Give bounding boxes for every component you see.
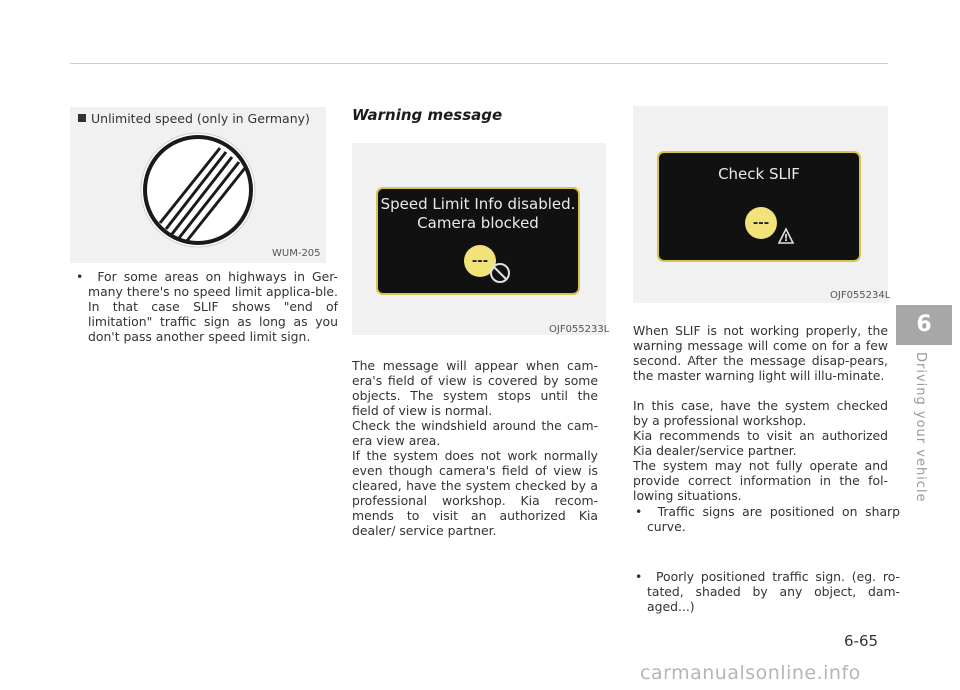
page-number: 6-65: [844, 632, 879, 650]
chapter-title: Driving your vehicle: [913, 352, 928, 503]
paragraph: In this case, have the system checked by a professional workshop.: [633, 398, 888, 428]
figure-code: WUM-205: [272, 248, 321, 259]
figure-unlimited-speed: [70, 107, 326, 263]
paragraph: The system may not fully operate and provide correct information in the fol-lowing situations.: [633, 458, 888, 503]
warning-symbol: !: [783, 233, 789, 244]
section-heading: Warning message: [352, 106, 503, 124]
figure-camera-blocked: [352, 143, 606, 335]
sign-dashes: ---: [471, 254, 489, 269]
screen-title: Check SLIF: [718, 165, 800, 183]
sign-dashes: ---: [752, 216, 770, 231]
cluster-screen: [376, 187, 580, 295]
slif-disabled-icon: [458, 241, 518, 291]
screen-message-line2: Camera blocked: [417, 214, 539, 232]
screen-message-line1: Speed Limit Info disabled.: [380, 195, 576, 213]
bullet-item: • Poorly positioned traffic sign. (eg. ro-tated, shaded by any object, dam-aged...): [635, 569, 900, 614]
bullet-item: • Traffic signs are positioned on sharp curve.: [635, 504, 900, 534]
watermark: carmanualsonline.info: [640, 662, 861, 684]
figure-code: OJF055233L: [549, 324, 610, 335]
end-of-limit-sign-icon: [70, 107, 326, 263]
paragraph: If the system does not work normally even though camera's field of view is cleared, have the system checked by a professional workshop. Kia recom-mends to visit an authorized Kia dealer/ service partner.: [352, 448, 598, 538]
slif-warning-icon: [737, 201, 807, 257]
figure-code: OJF055234L: [830, 290, 891, 301]
chapter-tab[interactable]: 6: [896, 305, 952, 345]
paragraph: When SLIF is not working properly, the warning message will come on for a few second. After the message disap-pears, the master warning light will illu-minate.: [633, 323, 888, 383]
bullet-item: • For some areas on highways in Ger-many there's no speed limit applica-ble. In that case SLIF shows "end of limitation" traffic sign as long as you don't pass another speed limit sign.: [76, 269, 338, 344]
figure-caption: Unlimited speed (only in Germany): [78, 111, 310, 126]
header-rule: [70, 63, 888, 64]
figure-check-slif: [633, 106, 891, 303]
paragraph: Kia recommends to visit an authorized Kia dealer/service partner.: [633, 428, 888, 458]
paragraph: Check the windshield around the cam-era view area.: [352, 418, 598, 448]
cluster-screen: [657, 151, 861, 262]
paragraph: The message will appear when cam-era's field of view is covered by some objects. The system stops until the field of view is normal.: [352, 358, 598, 418]
